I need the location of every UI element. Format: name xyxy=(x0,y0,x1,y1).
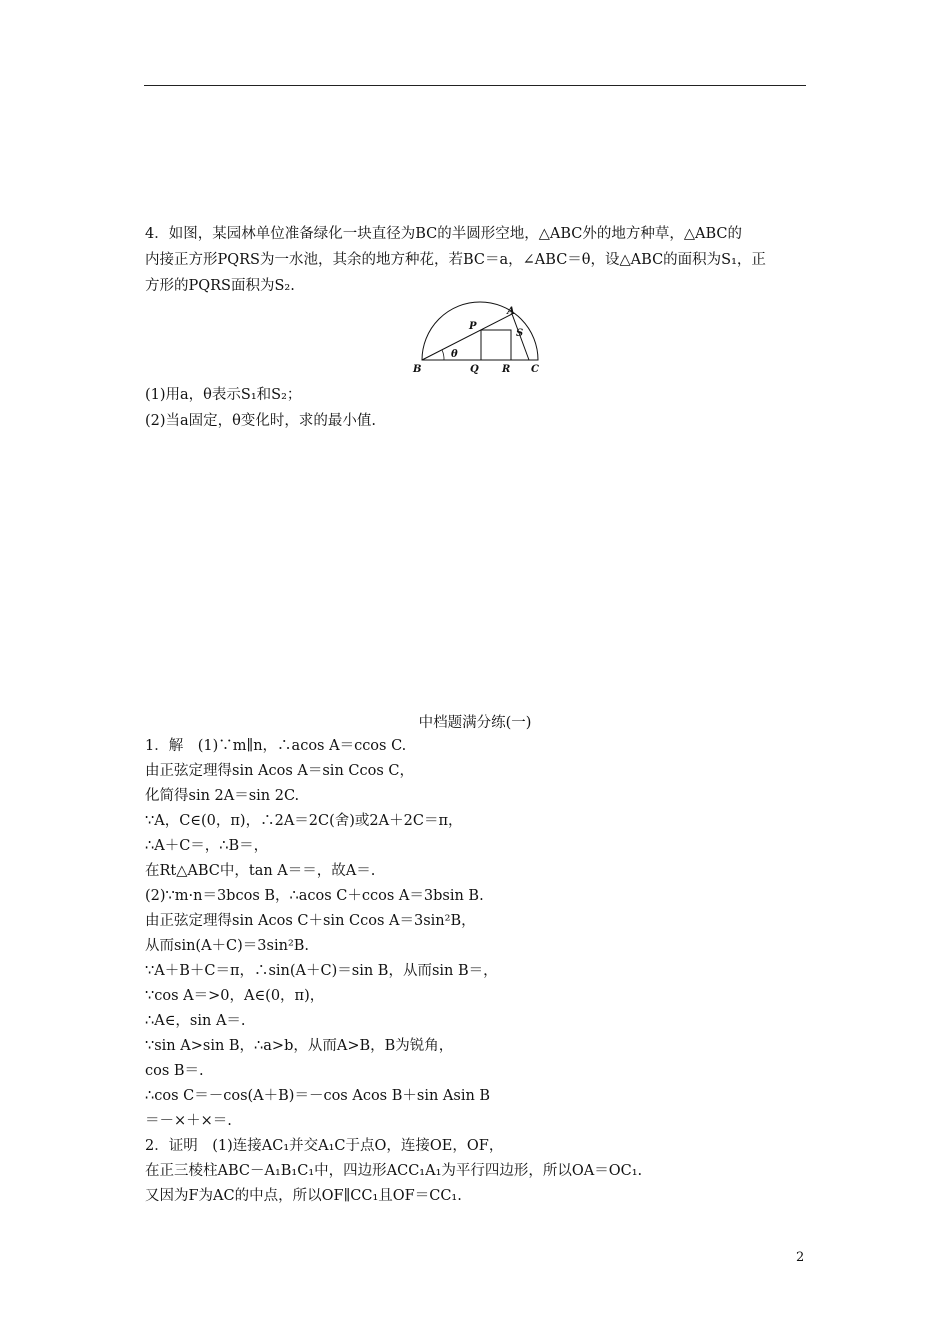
problem4-line1: 4．如图，某园林单位准备绿化一块直径为BC的半圆形空地，△ABC外的地方种草，△ABC的 xyxy=(145,226,743,242)
solution-line: 1．解 (1)∵m∥n，∴acos A＝ccos C. xyxy=(145,738,407,754)
label-C: C xyxy=(531,364,539,375)
problem4-line3: 方形的PQRS面积为S₂. xyxy=(145,278,295,294)
solution-line: 由正弦定理得sin Acos A＝sin Ccos C， xyxy=(145,763,414,779)
solution-line: ∴cos C＝－cos(A＋B)＝－cos Acos B＋sin Asin B xyxy=(145,1088,491,1104)
header-rule xyxy=(144,85,806,86)
label-P: P xyxy=(469,321,477,332)
semicircle-figure xyxy=(408,298,548,378)
label-S: S xyxy=(516,328,524,339)
solution-line: (2)∵m·n＝3bcos B，∴acos C＋ccos A＝3bsin B. xyxy=(145,888,484,904)
solution-line: ∵A＋B＋C＝π，∴sin(A＋C)＝sin B，从而sin B＝， xyxy=(145,963,498,979)
solution-line: ∵cos A＝>0，A∈(0，π)， xyxy=(145,988,325,1004)
problem4-line2: 内接正方形PQRS为一水池，其余的地方种花，若BC＝a，∠ABC＝θ，设△ABC的面积为S₁，正 xyxy=(145,252,766,268)
solution-line: 2．证明 (1)连接AC₁并交A₁C于点O，连接OE，OF， xyxy=(145,1138,504,1154)
angle-theta-arc xyxy=(442,350,444,360)
label-Q: Q xyxy=(470,364,479,375)
problem4-q2: (2)当a固定，θ变化时，求的最小值. xyxy=(145,413,377,429)
label-R: R xyxy=(502,364,511,375)
solution-line: 又因为F为AC的中点，所以OF∥CC₁且OF＝CC₁. xyxy=(145,1188,462,1204)
solution-line: ∵A，C∈(0，π)，∴2A＝2C(舍)或2A＋2C＝π， xyxy=(145,813,463,829)
page-number: 2 xyxy=(796,1250,805,1265)
solution-line: ∴A∈，sin A＝. xyxy=(145,1013,246,1029)
label-theta: θ xyxy=(451,349,458,360)
solution-line: 由正弦定理得sin Acos C＋sin Ccos A＝3sin²B， xyxy=(145,913,476,929)
solution-line: ＝－×＋×＝. xyxy=(145,1113,232,1129)
solution-line: 从而sin(A＋C)＝3sin²B. xyxy=(145,938,310,954)
solution-line: 在Rt△ABC中，tan A＝＝，故A＝. xyxy=(145,863,376,879)
section-title: 中档题满分练(一) xyxy=(418,715,532,731)
solution-line: ∵sin A>sin B，∴a>b，从而A>B，B为锐角， xyxy=(145,1038,454,1054)
solution-line: cos B＝. xyxy=(145,1063,204,1079)
solution-line: 在正三棱柱ABC－A₁B₁C₁中，四边形ACC₁A₁为平行四边形，所以OA＝OC₁. xyxy=(145,1163,643,1179)
label-A: A xyxy=(507,306,515,317)
solution-line: 化简得sin 2A＝sin 2C. xyxy=(145,788,300,804)
solution-line: ∴A＋C＝，∴B＝， xyxy=(145,838,269,854)
problem4-q1: (1)用a，θ表示S₁和S₂； xyxy=(145,387,302,403)
label-B: B xyxy=(413,364,422,375)
square-pqrs xyxy=(481,330,511,360)
